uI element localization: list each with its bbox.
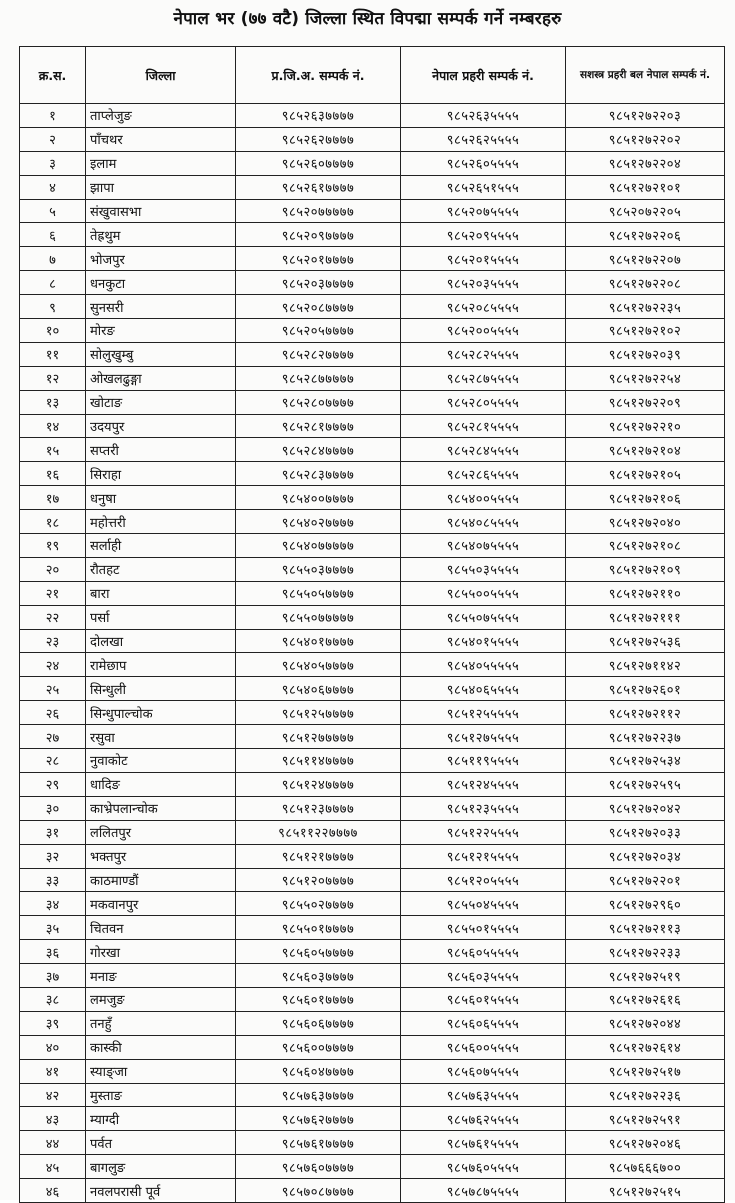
apf-number-cell: ९८५१२७२५३४ [566, 749, 725, 773]
cdo-number-cell: ९८५५०७७७७७ [236, 605, 401, 629]
district-cell: कास्की [86, 1035, 236, 1059]
table-row [20, 725, 725, 749]
police-number-cell: ९८५५०४५५५५ [401, 892, 566, 916]
table-row [20, 319, 725, 343]
district-cell: स्याङ्जा [86, 1059, 236, 1083]
police-number-cell: ९८५६०३५५५५ [401, 964, 566, 988]
apf-number-cell: ९८५१२७२२३५ [566, 295, 725, 319]
cdo-number-cell: ९८५७६३७७७७ [236, 1083, 401, 1107]
serial-cell: ३३ [20, 868, 86, 892]
cdo-number-cell: ९८५२६१७७७७ [236, 175, 401, 199]
apf-number-cell: ९८५१२७२६०१ [566, 677, 725, 701]
police-number-cell: ९८५६०६५५५५ [401, 1011, 566, 1035]
police-number-cell: ९८५२८१५५५५ [401, 414, 566, 438]
table-row [20, 510, 725, 534]
apf-number-cell: ९८५१२७११४२ [566, 653, 725, 677]
serial-cell: २७ [20, 725, 86, 749]
serial-cell: ४३ [20, 1107, 86, 1131]
table-row [20, 629, 725, 653]
apf-number-cell: ९८५२०७२२०५ [566, 199, 725, 223]
cdo-number-cell: ९८५१२१७७७७ [236, 844, 401, 868]
table-row [20, 199, 725, 223]
police-number-cell: ९८५२६३५५५५ [401, 104, 566, 128]
apf-number-cell: ९८५१२७२१०२ [566, 319, 725, 343]
serial-cell: २५ [20, 677, 86, 701]
district-cell: सप्तरी [86, 438, 236, 462]
table-row [20, 366, 725, 390]
table-row [20, 820, 725, 844]
table-row [20, 749, 725, 773]
serial-cell: ३७ [20, 964, 86, 988]
cdo-number-cell: ९८५१२५७७७७ [236, 701, 401, 725]
district-cell: तेह्रथुम [86, 223, 236, 247]
table-row [20, 677, 725, 701]
table-row [20, 605, 725, 629]
table-row [20, 414, 725, 438]
serial-cell: ३९ [20, 1011, 86, 1035]
apf-number-cell: ९८५१२७२२०३ [566, 104, 725, 128]
apf-number-cell: ९८५१२७२११२ [566, 701, 725, 725]
district-cell: सर्लाही [86, 534, 236, 558]
cdo-number-cell: ९८५६०५७७७७ [236, 940, 401, 964]
apf-number-cell: ९८५१२७२०४६ [566, 1131, 725, 1155]
serial-cell: ११ [20, 342, 86, 366]
apf-number-cell: ९८५१२७२६१४ [566, 1035, 725, 1059]
cdo-number-cell: ९८५२८१७७७७ [236, 414, 401, 438]
table-row [20, 223, 725, 247]
apf-number-cell: ९८५१२७२२०८ [566, 271, 725, 295]
serial-cell: ५ [20, 199, 86, 223]
cdo-number-cell: ९८५७६१७७७७ [236, 1131, 401, 1155]
table-row [20, 438, 725, 462]
serial-cell: ७ [20, 247, 86, 271]
police-number-cell: ९८५१२३५५५५ [401, 796, 566, 820]
police-number-cell: ९८५६००५५५५ [401, 1035, 566, 1059]
police-number-cell: ९८५४०८५५५५ [401, 510, 566, 534]
district-cell: दोलखा [86, 629, 236, 653]
police-number-cell: ९८५११९५५५५ [401, 749, 566, 773]
cdo-number-cell: ९८५२०१७७७७ [236, 247, 401, 271]
district-cell: उदयपुर [86, 414, 236, 438]
apf-number-cell: ९८५१२७२०३३ [566, 820, 725, 844]
police-number-cell: ९८५७८७५५५५ [401, 1179, 566, 1203]
serial-cell: ३० [20, 796, 86, 820]
serial-cell: ३५ [20, 916, 86, 940]
police-number-cell: ९८५४०५५५५५ [401, 653, 566, 677]
district-cell: झापा [86, 175, 236, 199]
district-cell: सुनसरी [86, 295, 236, 319]
serial-cell: १० [20, 319, 86, 343]
serial-cell: १२ [20, 366, 86, 390]
apf-number-cell: ९८५१२७२२३६ [566, 1083, 725, 1107]
table-row [20, 534, 725, 558]
apf-number-cell: ९८५१२७२११३ [566, 916, 725, 940]
header-cdo-contact: प्र.जि.अ. सम्पर्क नं. [236, 47, 401, 104]
cdo-number-cell: ९८५६००७७७७ [236, 1035, 401, 1059]
cdo-number-cell: ९८५६०६७७७७ [236, 1011, 401, 1035]
table-row [20, 1155, 725, 1179]
district-cell: भोजपुर [86, 247, 236, 271]
police-number-cell: ९८५१२२५५५५ [401, 820, 566, 844]
table-row [20, 390, 725, 414]
table-row [20, 1083, 725, 1107]
table-row [20, 653, 725, 677]
cdo-number-cell: ९८५२०९७७७७ [236, 223, 401, 247]
police-number-cell: ९८५७६३५५५५ [401, 1083, 566, 1107]
apf-number-cell: ९८५१२७२२०९ [566, 390, 725, 414]
apf-number-cell: ९८५१२७२२१० [566, 414, 725, 438]
apf-number-cell: ९८५१२७२१०४ [566, 438, 725, 462]
serial-cell: ३४ [20, 892, 86, 916]
district-cell: धनुषा [86, 486, 236, 510]
district-cell: ताप्लेजुङ [86, 104, 236, 128]
serial-cell: ४२ [20, 1083, 86, 1107]
police-number-cell: ९८५२०१५५५५ [401, 247, 566, 271]
table-row [20, 964, 725, 988]
district-cell: बागलुङ [86, 1155, 236, 1179]
serial-cell: १३ [20, 390, 86, 414]
table-row [20, 271, 725, 295]
district-cell: ओखलढुङ्गा [86, 366, 236, 390]
district-cell: सिराहा [86, 462, 236, 486]
serial-cell: १४ [20, 414, 86, 438]
table-row [20, 151, 725, 175]
serial-cell: २१ [20, 581, 86, 605]
police-number-cell: ९८५४०१५५५५ [401, 629, 566, 653]
cdo-number-cell: ९८५७६०७७७७ [236, 1155, 401, 1179]
cdo-number-cell: ९८५४०६७७७७ [236, 677, 401, 701]
header-apf-contact: सशस्त्र प्रहरी बल नेपाल सम्पर्क नं. [566, 47, 725, 104]
district-cell: काठमाण्डौं [86, 868, 236, 892]
police-number-cell: ९८५२०३५५५५ [401, 271, 566, 295]
serial-cell: ३८ [20, 987, 86, 1011]
police-number-cell: ९८५७६२५५५५ [401, 1107, 566, 1131]
serial-cell: २२ [20, 605, 86, 629]
district-cell: चितवन [86, 916, 236, 940]
table-row [20, 247, 725, 271]
serial-cell: ४५ [20, 1155, 86, 1179]
apf-number-cell: ९८५१२७२५९५ [566, 772, 725, 796]
serial-cell: ९ [20, 295, 86, 319]
cdo-number-cell: ९८५६०४७७७७ [236, 1059, 401, 1083]
cdo-number-cell: ९८५४०२७७७७ [236, 510, 401, 534]
police-number-cell: ९८५१२४५५५५ [401, 772, 566, 796]
serial-cell: ३६ [20, 940, 86, 964]
table-body [20, 104, 725, 1203]
table-row [20, 1179, 725, 1203]
apf-number-cell: ९८५१२७२२०७ [566, 247, 725, 271]
apf-number-cell: ९८५१२७२०४४ [566, 1011, 725, 1035]
cdo-number-cell: ९८५४००७७७७ [236, 486, 401, 510]
district-cell: भक्तपुर [86, 844, 236, 868]
district-cell: महोत्तरी [86, 510, 236, 534]
apf-number-cell: ९८५१२७२१०६ [566, 486, 725, 510]
apf-number-cell: ९८५१२७२२३७ [566, 725, 725, 749]
police-number-cell: ९८५२००५५५५ [401, 319, 566, 343]
header-serial: क्र.स. [20, 47, 86, 104]
district-cell: रसुवा [86, 725, 236, 749]
police-number-cell: ९८५१२७५५५५ [401, 725, 566, 749]
district-cell: मोरङ [86, 319, 236, 343]
district-cell: नुवाकोट [86, 749, 236, 773]
police-number-cell: ९८५२८०५५५५ [401, 390, 566, 414]
police-number-cell: ९८५५०७५५५५ [401, 605, 566, 629]
police-number-cell: ९८५१२०५५५५ [401, 868, 566, 892]
table-row [20, 462, 725, 486]
cdo-number-cell: ९८५१२७७७७७ [236, 725, 401, 749]
table-row [20, 844, 725, 868]
table-row [20, 104, 725, 128]
apf-number-cell: ९८५१२७२६१६ [566, 987, 725, 1011]
district-cell: मनाङ [86, 964, 236, 988]
police-number-cell: ९८५५०१५५५५ [401, 916, 566, 940]
serial-cell: ३२ [20, 844, 86, 868]
apf-number-cell: ९८५१२७२०३९ [566, 342, 725, 366]
table-row [20, 868, 725, 892]
serial-cell: ४० [20, 1035, 86, 1059]
table-row [20, 772, 725, 796]
apf-number-cell: ९८५१२७२२०६ [566, 223, 725, 247]
police-number-cell: ९८५२६०५५५५ [401, 151, 566, 175]
district-cell: गोरखा [86, 940, 236, 964]
table-row [20, 581, 725, 605]
cdo-number-cell: ९८५६०३७७७७ [236, 964, 401, 988]
police-number-cell: ९८५५००५५५५ [401, 581, 566, 605]
apf-number-cell: ९८५१२७२२५४ [566, 366, 725, 390]
cdo-number-cell: ९८५१२०७७७७ [236, 868, 401, 892]
cdo-number-cell: ९८५२८३७७७७ [236, 462, 401, 486]
police-number-cell: ९८५४०७५५५५ [401, 534, 566, 558]
police-number-cell: ९८५६०५५५५५ [401, 940, 566, 964]
table-row [20, 892, 725, 916]
serial-cell: २६ [20, 701, 86, 725]
apf-number-cell: ९८५१२७२२०१ [566, 868, 725, 892]
police-number-cell: ९८५४०६५५५५ [401, 677, 566, 701]
header-police-contact: नेपाल प्रहरी सम्पर्क नं. [401, 47, 566, 104]
cdo-number-cell: ९८५१२३७७७७ [236, 796, 401, 820]
table-row [20, 987, 725, 1011]
table-row [20, 796, 725, 820]
apf-number-cell: ९८५१२७२५१७ [566, 1059, 725, 1083]
cdo-number-cell: ९८५७०८७७७७ [236, 1179, 401, 1203]
district-cell: पाँचथर [86, 127, 236, 151]
apf-number-cell: ९८५१२७२५३६ [566, 629, 725, 653]
cdo-number-cell: ९८५११४७७७७ [236, 749, 401, 773]
district-cell: सोलुखुम्बु [86, 342, 236, 366]
serial-cell: ४ [20, 175, 86, 199]
district-cell: काभ्रेपलान्चोक [86, 796, 236, 820]
apf-number-cell: ९८५१२७२२०४ [566, 151, 725, 175]
cdo-number-cell: ९८५२६०७७७७ [236, 151, 401, 175]
table-row [20, 127, 725, 151]
district-cell: इलाम [86, 151, 236, 175]
serial-cell: ४६ [20, 1179, 86, 1203]
serial-cell: १५ [20, 438, 86, 462]
table-header-row [20, 47, 725, 104]
apf-number-cell: ९८५१२७२१११ [566, 605, 725, 629]
cdo-number-cell: ९८५६०१७७७७ [236, 987, 401, 1011]
apf-number-cell: ९८५१२७२५१९ [566, 964, 725, 988]
apf-number-cell: ९८५१२७२५१५ [566, 1179, 725, 1203]
police-number-cell: ९८५२६२५५५५ [401, 127, 566, 151]
apf-number-cell: ९८५१२७२२०२ [566, 127, 725, 151]
header-district: जिल्ला [86, 47, 236, 104]
serial-cell: २० [20, 557, 86, 581]
serial-cell: १६ [20, 462, 86, 486]
district-cell: पर्वत [86, 1131, 236, 1155]
cdo-number-cell: ९८५५०१७७७७ [236, 916, 401, 940]
apf-number-cell: ९८५१२७२५९१ [566, 1107, 725, 1131]
cdo-number-cell: ९८५४०१७७७७ [236, 629, 401, 653]
serial-cell: ४१ [20, 1059, 86, 1083]
serial-cell: १ [20, 104, 86, 128]
table-row [20, 295, 725, 319]
contact-table [19, 46, 725, 1203]
table-row [20, 1011, 725, 1035]
district-cell: खोटाङ [86, 390, 236, 414]
district-cell: संखुवासभा [86, 199, 236, 223]
serial-cell: २९ [20, 772, 86, 796]
table-row [20, 1035, 725, 1059]
table-row [20, 701, 725, 725]
cdo-number-cell: ९८५२८७७७७७ [236, 366, 401, 390]
police-number-cell: ९८५२०७५५५५ [401, 199, 566, 223]
cdo-number-cell: ९८५२०७७७७७ [236, 199, 401, 223]
district-cell: बारा [86, 581, 236, 605]
apf-number-cell: ९८५१२७२०४० [566, 510, 725, 534]
cdo-number-cell: ९८५२०८७७७७ [236, 295, 401, 319]
district-cell: धनकुटा [86, 271, 236, 295]
serial-cell: १८ [20, 510, 86, 534]
police-number-cell: ९८५२०८५५५५ [401, 295, 566, 319]
apf-number-cell: ९८५१२७२२३३ [566, 940, 725, 964]
district-cell: लमजुङ [86, 987, 236, 1011]
cdo-number-cell: ९८५२८२७७७७ [236, 342, 401, 366]
police-number-cell: ९८५७६१५५५५ [401, 1131, 566, 1155]
district-cell: सिन्धुली [86, 677, 236, 701]
table-row [20, 940, 725, 964]
table-row [20, 916, 725, 940]
district-cell: रामेछाप [86, 653, 236, 677]
district-cell: तनहुँ [86, 1011, 236, 1035]
apf-number-cell: ९८५१२७२११० [566, 581, 725, 605]
apf-number-cell: ९८५१२७२०४२ [566, 796, 725, 820]
serial-cell: ४४ [20, 1131, 86, 1155]
apf-number-cell: ९८५७६६६७०० [566, 1155, 725, 1179]
police-number-cell: ९८५१२५५५५५ [401, 701, 566, 725]
district-cell: सिन्धुपाल्चोक [86, 701, 236, 725]
serial-cell: २८ [20, 749, 86, 773]
serial-cell: ३१ [20, 820, 86, 844]
cdo-number-cell: ९८५५०५७७७७ [236, 581, 401, 605]
table-row [20, 1131, 725, 1155]
police-number-cell: ९८५६०७५५५५ [401, 1059, 566, 1083]
district-cell: नवलपरासी पूर्व [86, 1179, 236, 1203]
police-number-cell: ९८५२६५१५५५ [401, 175, 566, 199]
apf-number-cell: ९८५१२७२१०९ [566, 557, 725, 581]
apf-number-cell: ९८५१२७२९६० [566, 892, 725, 916]
cdo-number-cell: ९८५२८०७७७७ [236, 390, 401, 414]
police-number-cell: ९८५५०३५५५५ [401, 557, 566, 581]
police-number-cell: ९८५२८७५५५५ [401, 366, 566, 390]
cdo-number-cell: ९८५१२४७७७७ [236, 772, 401, 796]
cdo-number-cell: ९८५११२२७७७७ [236, 820, 401, 844]
district-cell: रौतहट [86, 557, 236, 581]
police-number-cell: ९८५२०९५५५५ [401, 223, 566, 247]
district-cell: धादिङ [86, 772, 236, 796]
serial-cell: ८ [20, 271, 86, 295]
serial-cell: १९ [20, 534, 86, 558]
cdo-number-cell: ९८५२०५७७७७ [236, 319, 401, 343]
table-row [20, 175, 725, 199]
police-number-cell: ९८५७६०५५५५ [401, 1155, 566, 1179]
serial-cell: २३ [20, 629, 86, 653]
district-cell: पर्सा [86, 605, 236, 629]
serial-cell: ६ [20, 223, 86, 247]
table-row [20, 1107, 725, 1131]
cdo-number-cell: ९८५२८४७७७७ [236, 438, 401, 462]
police-number-cell: ९८५२८६५५५५ [401, 462, 566, 486]
cdo-number-cell: ९८५२०३७७७७ [236, 271, 401, 295]
police-number-cell: ९८५१२१५५५५ [401, 844, 566, 868]
apf-number-cell: ९८५१२७२१०५ [566, 462, 725, 486]
district-cell: मुस्ताङ [86, 1083, 236, 1107]
district-cell: मकवानपुर [86, 892, 236, 916]
police-number-cell: ९८५६०१५५५५ [401, 987, 566, 1011]
cdo-number-cell: ९८५४०५७७७७ [236, 653, 401, 677]
cdo-number-cell: ९८५५०२७७७७ [236, 892, 401, 916]
police-number-cell: ९८५४००५५५५ [401, 486, 566, 510]
police-number-cell: ९८५२८२५५५५ [401, 342, 566, 366]
apf-number-cell: ९८५१२७२१०८ [566, 534, 725, 558]
cdo-number-cell: ९८५४०७७७७७ [236, 534, 401, 558]
cdo-number-cell: ९८५२६२७७७७ [236, 127, 401, 151]
district-cell: ललितपुर [86, 820, 236, 844]
apf-number-cell: ९८५१२७२०३४ [566, 844, 725, 868]
serial-cell: २४ [20, 653, 86, 677]
document-title: नेपाल भर (७७ वटै) जिल्ला स्थित विपद्मा सम्पर्क गर्ने नम्बरहरु [173, 9, 562, 29]
table-row [20, 342, 725, 366]
apf-number-cell: ९८५१२७२१०१ [566, 175, 725, 199]
serial-cell: २ [20, 127, 86, 151]
cdo-number-cell: ९८५५०३७७७७ [236, 557, 401, 581]
district-cell: म्याग्दी [86, 1107, 236, 1131]
table-row [20, 1059, 725, 1083]
police-number-cell: ९८५२८४५५५५ [401, 438, 566, 462]
serial-cell: ३ [20, 151, 86, 175]
table-row [20, 557, 725, 581]
serial-cell: १७ [20, 486, 86, 510]
table-row [20, 486, 725, 510]
cdo-number-cell: ९८५७६२७७७७ [236, 1107, 401, 1131]
cdo-number-cell: ९८५२६३७७७७ [236, 104, 401, 128]
